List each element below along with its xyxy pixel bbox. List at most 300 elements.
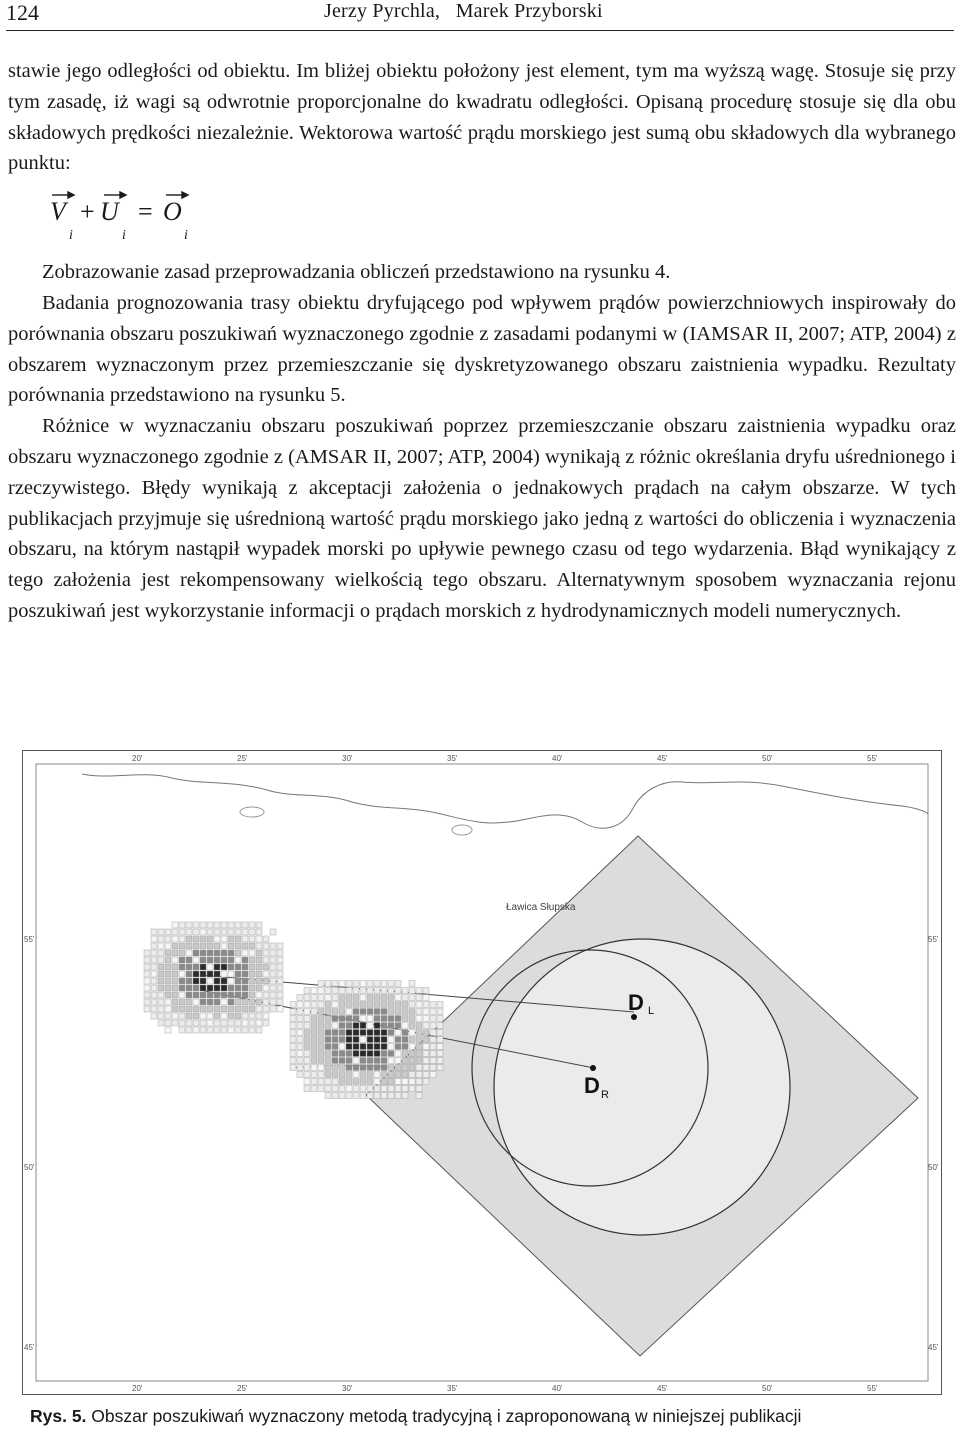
grid-cell [186,950,192,956]
top-tick-label: 20' [132,754,143,763]
grid-cell [186,999,192,1005]
grid-cell [430,1037,436,1043]
grid-cell [353,1009,359,1015]
grid-cell [311,1016,317,1022]
grid-cell [277,971,283,977]
grid-cell [388,995,394,1001]
grid-cell [207,1020,213,1026]
paragraph-2: Zobrazowanie zasad przeprowadzania obliczeń przedstawiono na rysunku 4. [42,261,671,284]
grid-cell [346,1037,352,1043]
grid-cell [416,1072,422,1078]
grid-cell [395,995,401,1001]
grid-cell [270,992,276,998]
grid-cell [214,964,220,970]
grid-cell [193,978,199,984]
grid-cell [430,1030,436,1036]
point-dl-label: D [628,990,644,1015]
right-tick-label: 50' [928,1163,939,1172]
grid-cell [200,943,206,949]
grid-cell [221,950,227,956]
grid-cell [304,1072,310,1078]
grid-cell [270,929,276,935]
grid-cell [416,1023,422,1029]
grid-cell [256,964,262,970]
grid-cell [297,1058,303,1064]
grid-cell [360,988,366,994]
grid-cell [263,950,269,956]
grid-cell [158,1006,164,1012]
grid-cell [360,1023,366,1029]
grid-cell [311,988,317,994]
grid-cell [367,1037,373,1043]
grid-cell [381,1002,387,1008]
grid-cell [367,1044,373,1050]
grid-cell [228,999,234,1005]
grid-cell [437,1037,443,1043]
grid-cell [374,981,380,987]
grid-cell [388,1023,394,1029]
grid-cell [165,978,171,984]
grid-cell [304,1065,310,1071]
grid-cell [256,936,262,942]
grid-cell [242,1020,248,1026]
grid-cell [221,957,227,963]
vector-formula [8,187,956,243]
grid-cell [402,1072,408,1078]
grid-cell [311,1044,317,1050]
grid-cell [249,992,255,998]
grid-cell [270,999,276,1005]
grid-cell [388,1016,394,1022]
grid-cell [360,1072,366,1078]
grid-cell [277,992,283,998]
grid-cell [144,999,150,1005]
grid-cell [256,978,262,984]
grid-cell [200,1020,206,1026]
grid-cell [165,999,171,1005]
grid-cell [221,1020,227,1026]
grid-cell [402,1051,408,1057]
grid-cell [207,936,213,942]
grid-cell [360,1044,366,1050]
grid-cell [402,1044,408,1050]
grid-cell [346,1065,352,1071]
grid-cell [165,957,171,963]
grid-cell [263,1013,269,1019]
formula-sub-1: i [69,228,73,244]
grid-cell [277,950,283,956]
grid-cell [186,971,192,977]
grid-cell [151,999,157,1005]
grid-cell [409,1023,415,1029]
paragraph-1: stawie jego odległości od obiektu. Im bliżej obiektu położony jest element, tym ma wyższą wagę. Stosuje się przy tym zasadę, iż wagi są odwrotnie proporcjonalne do kwadratu odległości. Opisaną procedurę stosuje się dla obu składowych prędkości niezależnie. Wektorowa wartość prądu morskiego jest sumą obu składowych dla wybranego punktu: [8,60,956,175]
grid-cell [388,1044,394,1050]
grid-cell [297,1030,303,1036]
grid-cell [228,957,234,963]
grid-cell [416,1086,422,1092]
grid-cell [200,936,206,942]
grid-cell [332,1023,338,1029]
grid-cell [367,1058,373,1064]
grid-cell [381,981,387,987]
grid-cell [311,1058,317,1064]
grid-cell [228,992,234,998]
grid-cell [235,1027,241,1033]
grid-cell [339,1086,345,1092]
grid-cell [304,1009,310,1015]
grid-cell [409,1065,415,1071]
grid-cell [374,995,380,1001]
grid-cell [311,1023,317,1029]
grid-cell [367,1072,373,1078]
grid-cell [256,950,262,956]
grid-cell [270,1006,276,1012]
grid-cell [381,1044,387,1050]
grid-cell [360,1086,366,1092]
grid-cell [437,1051,443,1057]
grid-cell [360,981,366,987]
grid-cell [235,978,241,984]
grid-cell [304,988,310,994]
grid-cell [172,929,178,935]
grid-cell [297,1016,303,1022]
grid-cell [297,1051,303,1057]
grid-cell [249,971,255,977]
grid-cell [318,1065,324,1071]
grid-cell [395,1023,401,1029]
grid-cell [339,1016,345,1022]
grid-cell [158,943,164,949]
grid-cell [430,1058,436,1064]
grid-cell [374,1009,380,1015]
bottom-tick-label: 30' [342,1384,353,1393]
page-header [6,0,954,31]
grid-cell [325,1086,331,1092]
grid-cell [179,992,185,998]
grid-cell [207,999,213,1005]
grid-cell [374,1016,380,1022]
page-number: 124 [6,0,39,25]
grid-cell [437,1002,443,1008]
grid-cell [207,964,213,970]
grid-cell [214,999,220,1005]
grid-cell [235,1006,241,1012]
grid-cell [430,1051,436,1057]
grid-cell [249,936,255,942]
grid-cell [263,999,269,1005]
grid-cell [304,1086,310,1092]
grid-cell [395,1016,401,1022]
grid-cell [277,985,283,991]
grid-cell [381,1079,387,1085]
grid-cell [179,1013,185,1019]
grid-cell [235,1020,241,1026]
grid-cell [214,1013,220,1019]
grid-cell [165,992,171,998]
grid-cell [304,1037,310,1043]
grid-cell [235,964,241,970]
formula-v: V [50,197,66,227]
grid-cell [256,943,262,949]
grid-cell [318,995,324,1001]
grid-cell [430,1002,436,1008]
grid-cell [186,1027,192,1033]
grid-cell [263,985,269,991]
grid-cell [381,1093,387,1099]
grid-cell [200,992,206,998]
grid-cell [207,922,213,928]
grid-cell [423,1030,429,1036]
grid-cell [214,929,220,935]
grid-cell [360,1037,366,1043]
top-tick-label: 40' [552,754,563,763]
grid-cell [144,971,150,977]
grid-cell [235,985,241,991]
grid-cell [367,1086,373,1092]
grid-cell [151,964,157,970]
grid-cell [144,992,150,998]
grid-cell [367,1016,373,1022]
grid-cell [151,943,157,949]
grid-cell [402,1058,408,1064]
grid-cell [193,957,199,963]
grid-cell [395,1051,401,1057]
grid-cell [332,1065,338,1071]
grid-cell [151,957,157,963]
grid-cell [277,964,283,970]
grid-cell [332,1072,338,1078]
grid-cell [325,1037,331,1043]
grid-cell [144,985,150,991]
grid-cell [311,1051,317,1057]
grid-cell [395,1044,401,1050]
grid-cell [200,964,206,970]
grid-cell [367,981,373,987]
grid-cell [381,1086,387,1092]
grid-cell [249,1006,255,1012]
grid-cell [277,943,283,949]
grid-cell [200,1027,206,1033]
point-dr-sub: R [601,1089,609,1101]
grid-cell [193,992,199,998]
grid-cell [332,995,338,1001]
grid-cell [290,1009,296,1015]
grid-cell [228,936,234,942]
grid-cell [374,1030,380,1036]
grid-cell [332,1058,338,1064]
bottom-tick-label: 55' [867,1384,878,1393]
grid-cell [374,1037,380,1043]
grid-cell [297,995,303,1001]
grid-cell [165,1013,171,1019]
grid-cell [402,995,408,1001]
grid-cell [367,1030,373,1036]
grid-cell [221,992,227,998]
grid-cell [165,1020,171,1026]
grid-cell [367,1051,373,1057]
grid-cell [242,922,248,928]
top-tick-label: 45' [657,754,668,763]
grid-cell [249,1027,255,1033]
grid-cell [332,1051,338,1057]
grid-cell [297,1037,303,1043]
grid-cell [256,922,262,928]
grid-cell [207,985,213,991]
grid-cell [409,1030,415,1036]
grid-cell [277,957,283,963]
grid-cell [297,1023,303,1029]
grid-cell [311,1037,317,1043]
grid-cell [318,1086,324,1092]
grid-cell [353,1044,359,1050]
grid-cell [235,971,241,977]
grid-cell [270,957,276,963]
grid-cell [339,1023,345,1029]
grid-cell [416,1079,422,1085]
grid-cell [235,950,241,956]
grid-cell [235,992,241,998]
point-dl-sub: L [648,1005,655,1017]
grid-cell [353,1093,359,1099]
grid-cell [290,1044,296,1050]
grid-cell [381,995,387,1001]
grid-cell [290,1016,296,1022]
grid-cell [395,1037,401,1043]
grid-cell [242,999,248,1005]
grid-cell [221,999,227,1005]
grid-cell [318,1079,324,1085]
grid-cell [318,1051,324,1057]
grid-cell [437,1009,443,1015]
grid-cell [207,957,213,963]
grid-cell [318,1009,324,1015]
grid-cell [416,1030,422,1036]
grid-cell [270,950,276,956]
grid-cell [395,1079,401,1085]
grid-cell [151,950,157,956]
grid-cell [235,922,241,928]
right-tick-label: 55' [928,935,939,944]
grid-cell [332,1093,338,1099]
grid-cell [332,1044,338,1050]
grid-cell [388,981,394,987]
formula-sub-3: i [184,228,188,244]
grid-cell [165,985,171,991]
grid-cell [416,1093,422,1099]
grid-cell [297,1009,303,1015]
grid-cell [165,929,171,935]
grid-cell [304,1002,310,1008]
grid-cell [221,1006,227,1012]
grid-cell [214,978,220,984]
grid-cell [374,1065,380,1071]
grid-cell [151,1013,157,1019]
grid-cell [186,936,192,942]
grid-cell [409,1016,415,1022]
grid-cell [339,988,345,994]
grid-cell [423,1079,429,1085]
grid-cell [165,1006,171,1012]
grid-cell [214,950,220,956]
grid-cell [179,957,185,963]
grid-cell [263,992,269,998]
grid-cell [256,1006,262,1012]
grid-cell [402,1086,408,1092]
grid-cell [263,1006,269,1012]
grid-cell [325,1065,331,1071]
grid-cell [360,1093,366,1099]
grid-cell [228,978,234,984]
grid-cell [221,929,227,935]
grid-cell [242,936,248,942]
grid-cell [242,957,248,963]
grid-cell [179,943,185,949]
grid-cell [228,1020,234,1026]
grid-cell [207,929,213,935]
grid-cell [423,1037,429,1043]
grid-cell [381,1065,387,1071]
grid-cell [186,978,192,984]
grid-cell [353,988,359,994]
grid-cell [402,1065,408,1071]
grid-cell [304,1058,310,1064]
grid-cell [221,964,227,970]
grid-cell [325,1002,331,1008]
grid-cell [381,1051,387,1057]
grid-cell [242,1013,248,1019]
grid-cell [214,922,220,928]
grid-cell [151,936,157,942]
grid-cell [409,1072,415,1078]
formula-o: O [163,197,182,227]
grid-cell [249,985,255,991]
grid-cell [353,1023,359,1029]
grid-cell [339,981,345,987]
grid-cell [151,985,157,991]
grid-cell [193,922,199,928]
grid-cell [395,1065,401,1071]
grid-cell [395,988,401,994]
figure-map [22,750,942,1395]
grid-cell [360,1016,366,1022]
grid-cell [388,1030,394,1036]
grid-cell [186,943,192,949]
formula-sub-2: i [122,228,126,244]
grid-cell [207,1006,213,1012]
grid-cell [290,1030,296,1036]
grid-cell [193,964,199,970]
grid-cell [437,1044,443,1050]
grid-cell [346,1023,352,1029]
grid-cell [270,964,276,970]
grid-cell [353,1002,359,1008]
grid-cell [325,1079,331,1085]
top-tick-label: 30' [342,754,353,763]
grid-cell [409,1051,415,1057]
grid-cell [263,964,269,970]
grid-cell [256,992,262,998]
grid-cell [423,988,429,994]
grid-cell [172,957,178,963]
caption-text: Obszar poszukiwań wyznaczony metodą tradycyjną i zaproponowaną w niniejszej publikacji [86,1406,802,1426]
grid-cell [381,1058,387,1064]
grid-cell [179,964,185,970]
grid-cell [277,1006,283,1012]
grid-cell [339,1030,345,1036]
grid-cell [158,992,164,998]
grid-cell [318,1023,324,1029]
bottom-tick-label: 20' [132,1384,143,1393]
